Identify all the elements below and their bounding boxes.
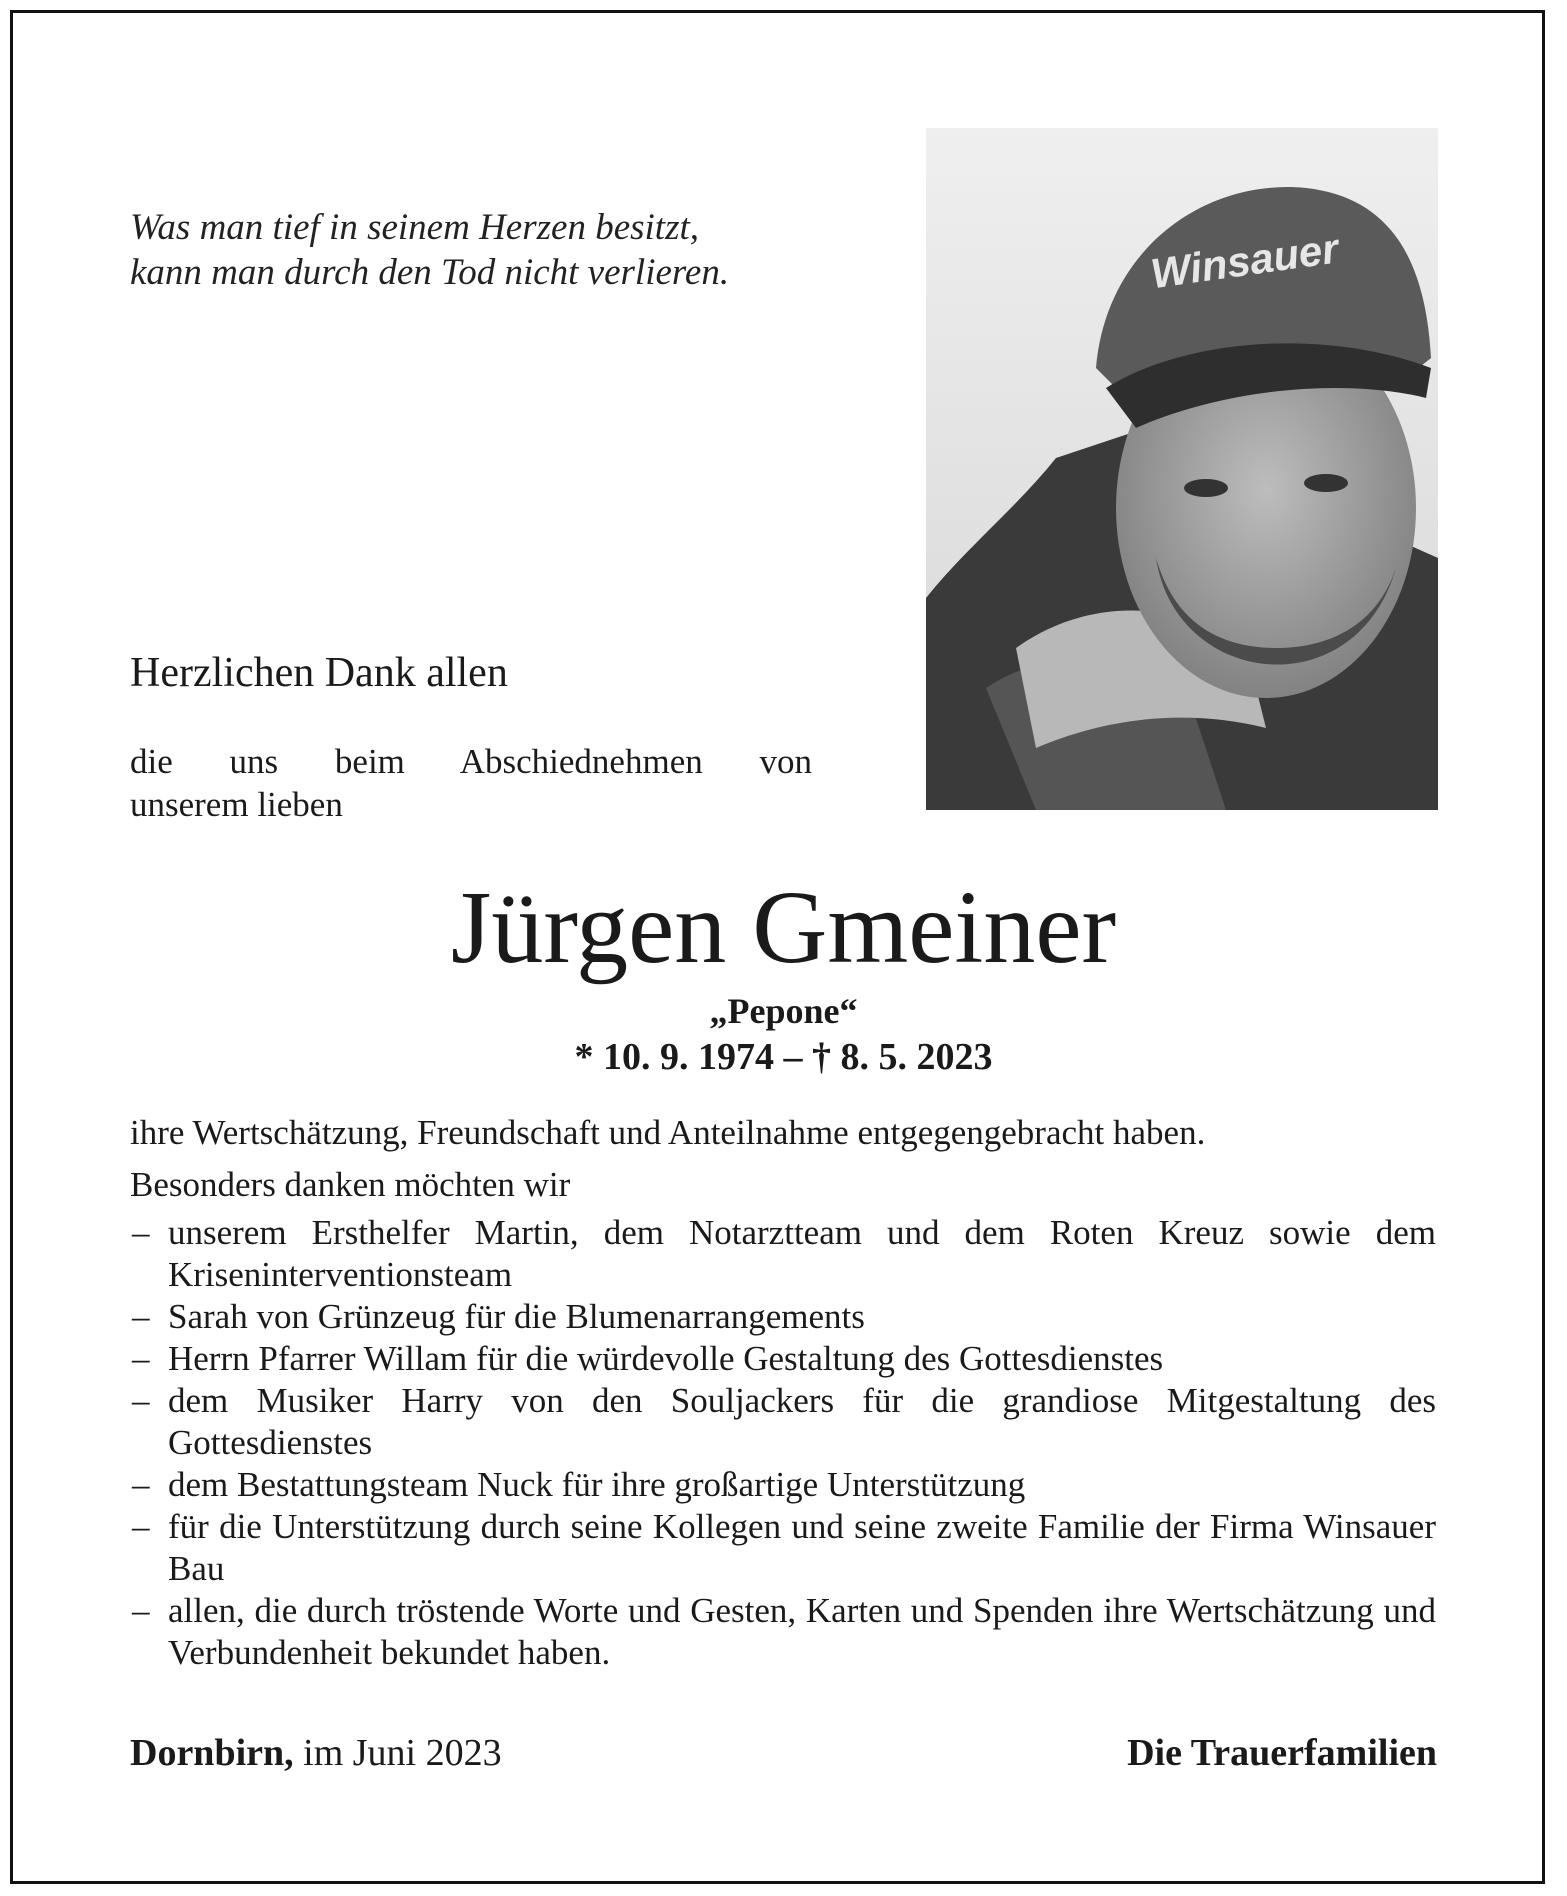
list-item: – dem Bestattungsteam Nuck für ihre großartige Unterstützung <box>132 1465 1026 1504</box>
quote-line-1: Was man tief in seinem Herzen besitzt, <box>130 207 700 248</box>
deceased-nickname: „Pepone“ <box>709 991 858 1031</box>
list-item: – Sarah von Grünzeug für die Blumenarrangements <box>132 1297 865 1336</box>
signature: Die Trauerfamilien <box>1127 1732 1437 1774</box>
notice-date: im Juni 2023 <box>303 1732 502 1774</box>
list-dash: – <box>132 1591 150 1630</box>
thanks-intro <box>130 740 812 826</box>
portrait-illustration <box>926 128 1438 810</box>
list-dash: – <box>132 1507 150 1546</box>
list-dash: – <box>132 1339 150 1378</box>
list-dash: – <box>132 1297 150 1336</box>
thanks-body <box>130 1112 1436 1674</box>
place: Dornbirn, <box>130 1732 294 1774</box>
special-thanks-intro: Besonders danken möchten wir <box>130 1165 571 1204</box>
list-item: – allen, die durch tröstende Worte und Gesten, Karten und Spenden ihre Wertschätzung und Verbundenheit bekundet haben. <box>132 1591 1436 1672</box>
intro-line-1: die uns beim Abschiednehmen von <box>130 742 812 781</box>
cap-logo-text: Winsauer <box>1147 224 1342 298</box>
list-item: – unserem Ersthelfer Martin, dem Notarztteam und dem Roten Kreuz sowie dem Kriseninterventionsteam <box>132 1213 1436 1294</box>
list-item: – für die Unterstützung durch seine Kollegen und seine zweite Familie der Firma Winsauer Bau <box>132 1507 1436 1588</box>
list-dash: – <box>132 1381 150 1420</box>
list-dash: – <box>132 1465 150 1504</box>
list-item: – Herrn Pfarrer Willam für die würdevolle Gestaltung des Gottesdienstes <box>132 1339 1164 1378</box>
place-and-date <box>130 1730 502 1776</box>
quote-line-2: kann man durch den Tod nicht verlieren. <box>130 252 730 293</box>
portrait-photo <box>926 128 1438 810</box>
intro-line-2: unserem lieben <box>130 785 343 824</box>
deceased-name: Jürgen Gmeiner <box>450 870 1117 985</box>
list-item: – dem Musiker Harry von den Souljackers für die grandiose Mitgestaltung des Gottesdienstes <box>132 1381 1436 1462</box>
appreciation-paragraph: ihre Wertschätzung, Freundschaft und Anteilnahme entgegengebracht haben. <box>130 1113 1206 1152</box>
list-dash: – <box>132 1213 150 1252</box>
thanks-heading: Herzlichen Dank allen <box>130 650 508 696</box>
thanks-list <box>130 1212 1436 1674</box>
memorial-quote <box>130 205 850 295</box>
life-dates: * 10. 9. 1974 – † 8. 5. 2023 <box>574 1036 993 1078</box>
